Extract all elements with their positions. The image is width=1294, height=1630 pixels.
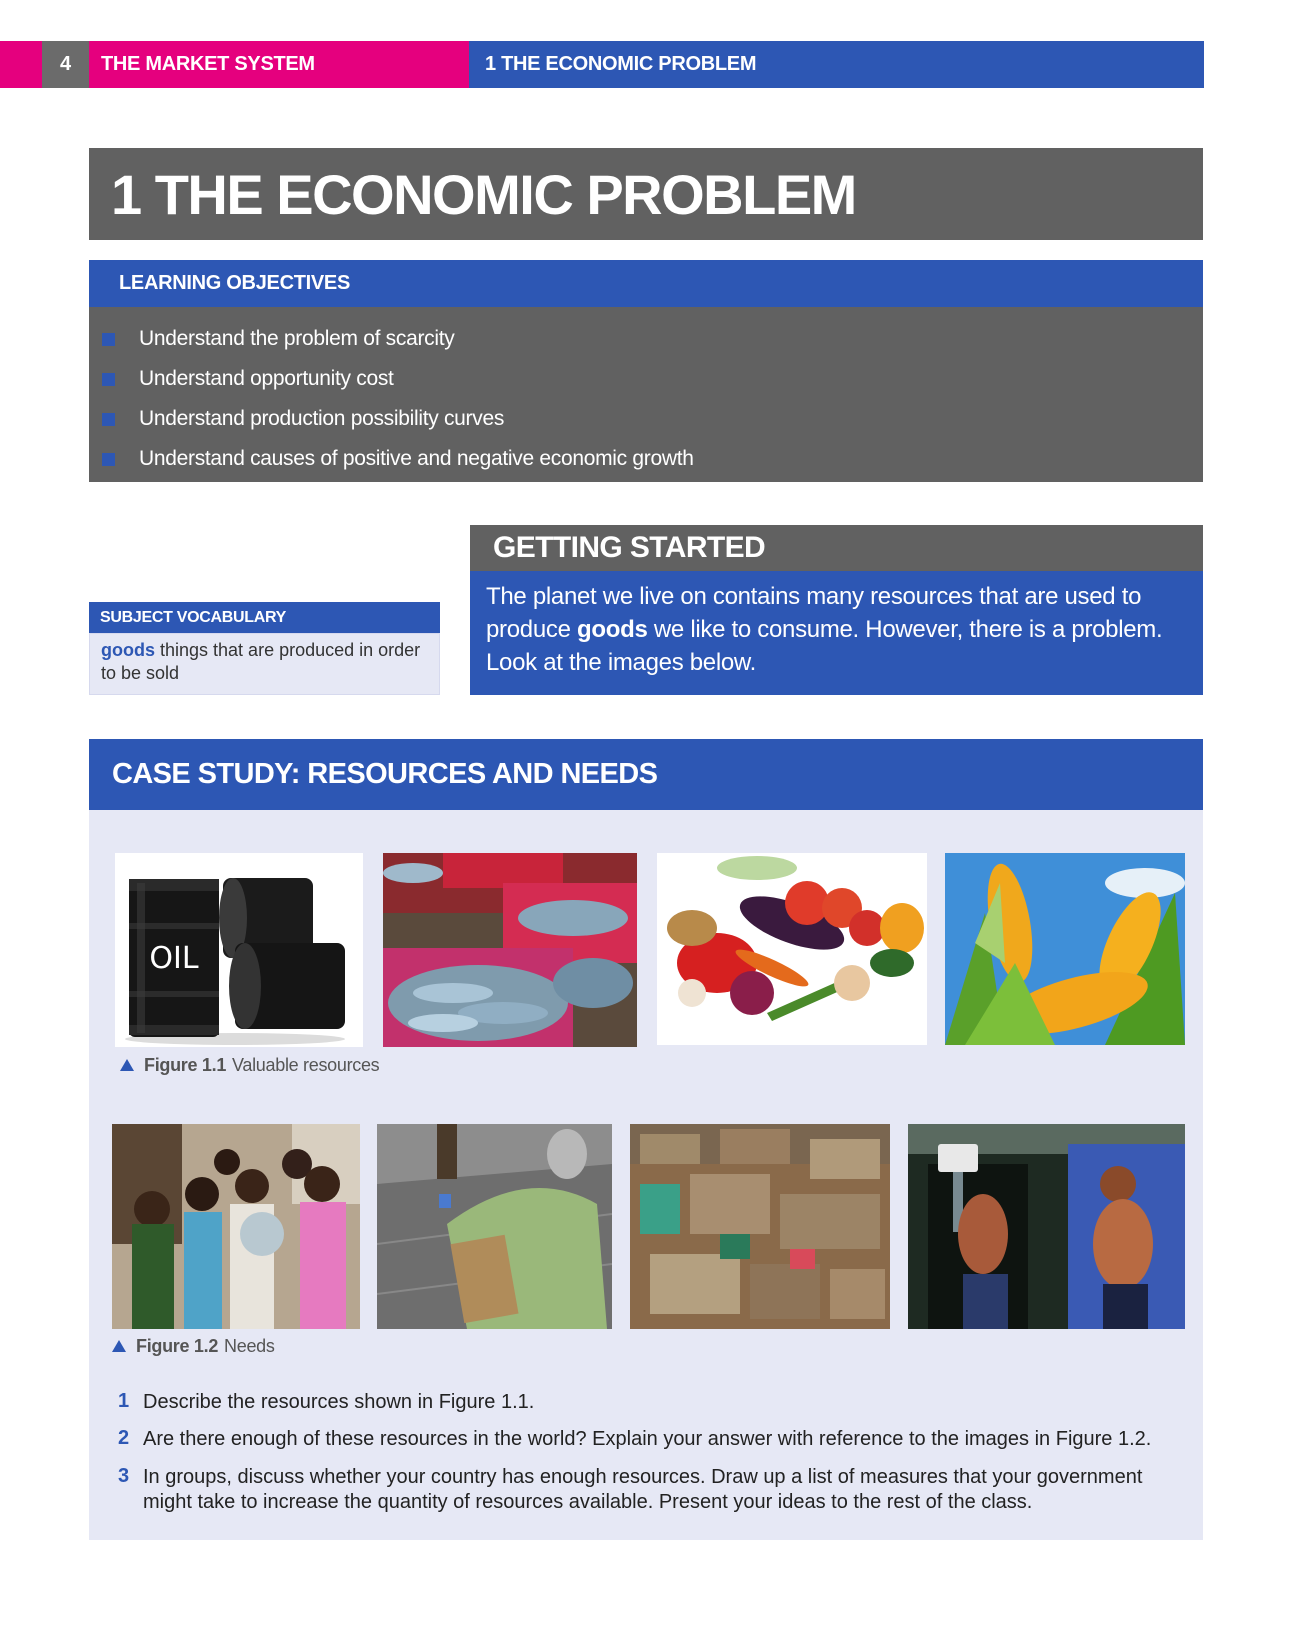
learning-objectives-heading: LEARNING OBJECTIVES xyxy=(89,260,1203,307)
vocabulary-term: goods xyxy=(101,640,155,660)
learning-objective xyxy=(89,439,1203,479)
triangle-marker-icon xyxy=(112,1340,126,1352)
header-pink-tab xyxy=(0,41,42,88)
getting-started-text-part: The planet we live on contains many resources that are used to produce xyxy=(486,583,1142,643)
question-number: 1 xyxy=(118,1390,130,1412)
learning-objective xyxy=(89,319,1203,359)
slum-image xyxy=(630,1124,890,1329)
learning-objective xyxy=(89,359,1203,399)
beggar-image xyxy=(377,1124,612,1329)
getting-started-heading: GETTING STARTED xyxy=(470,525,1203,571)
getting-started-text-part: we like to consume. However, there is a problem. Look at the images below. xyxy=(486,616,1163,676)
question-number: 3 xyxy=(118,1465,130,1487)
chapter-title: 1 THE ECONOMIC PROBLEM xyxy=(111,163,856,226)
question-item xyxy=(118,1390,534,1415)
oil-label: OIL xyxy=(149,941,199,976)
figure-1-1-caption xyxy=(120,1054,379,1076)
square-bullet-icon xyxy=(102,333,115,346)
vegetables-image xyxy=(657,853,927,1045)
square-bullet-icon xyxy=(102,413,115,426)
question-text: Describe the resources shown in Figure 1.1. xyxy=(143,1391,535,1413)
chapter-title-banner xyxy=(89,148,1203,240)
figure-label: Figure 1.2 xyxy=(136,1335,219,1356)
case-study-heading: CASE STUDY: RESOURCES AND NEEDS xyxy=(89,739,1203,810)
getting-started-text xyxy=(470,571,1203,695)
learning-objective-text: Understand production possibility curves xyxy=(139,407,505,430)
learning-objective-text: Understand the problem of scarcity xyxy=(139,327,455,350)
getting-started-keyword: goods xyxy=(577,616,648,643)
question-item xyxy=(118,1427,1151,1452)
subject-vocabulary-heading: SUBJECT VOCABULARY xyxy=(89,602,440,633)
learning-objectives-list xyxy=(89,307,1203,482)
subject-vocabulary-entry xyxy=(89,633,440,695)
fish-crates-image xyxy=(383,853,637,1047)
square-bullet-icon xyxy=(102,373,115,386)
figure-label: Figure 1.1 xyxy=(144,1054,227,1075)
learning-objective-text: Understand causes of positive and negative economic growth xyxy=(139,447,694,470)
square-bullet-icon xyxy=(102,453,115,466)
chapter-running-title: 1 THE ECONOMIC PROBLEM xyxy=(469,41,1204,88)
figure-1-2-caption xyxy=(112,1335,275,1357)
section-title: THE MARKET SYSTEM xyxy=(89,41,469,88)
question-text: Are there enough of these resources in the world? Explain your answer with reference to the images in Figure 1.2. xyxy=(143,1428,1152,1450)
question-text: In groups, discuss whether your country has enough resources. Draw up a list of measures that your government might take to increase the quantity of resources available. Present your ideas to the rest of the class. xyxy=(143,1466,1143,1513)
page-number: 4 xyxy=(42,41,89,88)
figure-caption-text: Valuable resources xyxy=(232,1054,380,1075)
figure-caption-text: Needs xyxy=(224,1335,275,1356)
triangle-marker-icon xyxy=(120,1059,134,1071)
question-number: 2 xyxy=(118,1427,130,1449)
question-item xyxy=(118,1465,1188,1515)
washing-image xyxy=(908,1124,1185,1329)
corn-image xyxy=(945,853,1185,1045)
children-image xyxy=(112,1124,360,1329)
learning-objective xyxy=(89,399,1203,439)
oil-barrels-image xyxy=(115,853,363,1047)
learning-objective-text: Understand opportunity cost xyxy=(139,367,394,390)
vocabulary-definition: things that are produced in order to be sold xyxy=(101,640,421,683)
